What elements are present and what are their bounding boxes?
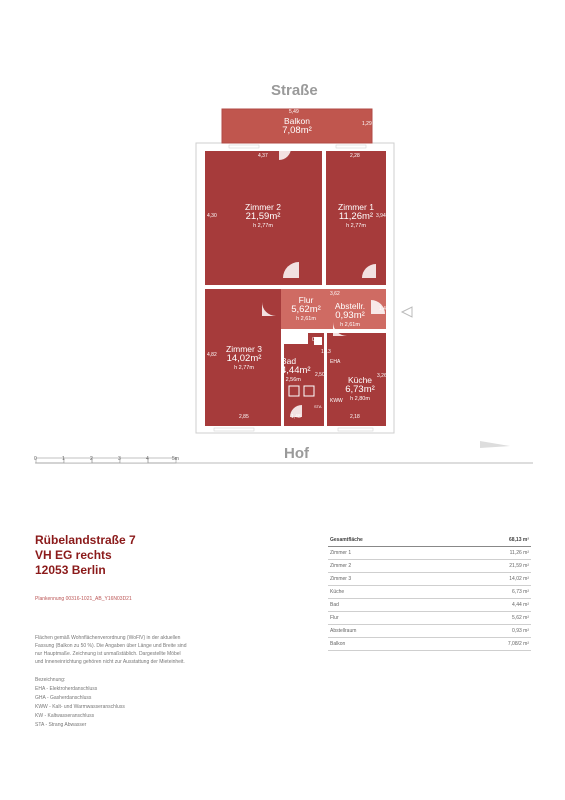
dim-bad-side: 2,50	[315, 372, 325, 378]
dim-bad-width: 1,48	[291, 414, 301, 420]
row-value: 14,02 m²	[449, 573, 531, 586]
scale-label-2: 2	[90, 456, 93, 462]
scale-seg-2	[64, 458, 92, 463]
scale-label-4: 4	[146, 456, 149, 462]
dim-z1-width: 2,28	[350, 153, 360, 159]
table-row	[328, 625, 531, 638]
address-line1: Rübelandstraße 7	[35, 533, 136, 547]
label-kww: KWW	[330, 398, 343, 404]
dim-z2-width: 4,37	[258, 153, 268, 159]
dim-z2-height: 4,30	[207, 213, 217, 219]
dim-z3-height: 4,82	[207, 352, 217, 358]
room-abstell: Abstellr. 0,93m² h 2,61m	[334, 301, 366, 328]
room-zimmer2: Zimmer 2 21,59m² h 2,77m	[245, 202, 281, 229]
dim-balkon-width: 5,49	[289, 109, 299, 115]
room-kueche: Küche 6,73m² h 2,80m	[345, 375, 375, 402]
room-zimmer1: Zimmer 1 11,26m² h 2,77m	[338, 202, 374, 229]
total-label: Gesamtfläche	[328, 534, 449, 547]
total-value: 68,13 m²	[449, 534, 531, 547]
dim-abstell-depth: 1,47	[379, 306, 389, 312]
row-value: 11,26 m²	[449, 547, 531, 560]
scale-label-1: 1	[62, 456, 65, 462]
note-line-4: und Inneneinrichtung gehören nicht zur Ausstattung der Mieteinheit.	[35, 659, 185, 665]
row-value: 7,08/2 m²	[449, 638, 531, 651]
area-table	[328, 534, 531, 651]
dim-kueche-width: 2,18	[350, 414, 360, 420]
row-label: Küche	[328, 586, 449, 599]
room-balkon: Balkon 7,08m²	[282, 116, 312, 137]
dim-z3-width: 2,85	[239, 414, 249, 420]
address-line3: 12053 Berlin	[35, 563, 106, 577]
room-flur: Flur 5,62m² h 2,61m	[291, 295, 321, 322]
row-value: 6,73 m²	[449, 586, 531, 599]
marker-arrow	[402, 307, 412, 317]
dim-bad-small2: 1,13	[321, 349, 331, 355]
row-label: Balkon	[328, 638, 449, 651]
dim-flur-width: 3,62	[330, 291, 340, 297]
note-line-3: nur Hauptmaße. Zeichnung ist unmaßstäblich. Dargestellte Möbel	[35, 651, 181, 657]
row-label: Abstellraum	[328, 625, 449, 638]
street-label-bottom: Hof	[284, 445, 309, 462]
room-bad: Bad 4,44m² h 2,56m	[281, 356, 311, 383]
table-row	[328, 573, 531, 586]
row-label: Zimmer 3	[328, 573, 449, 586]
note-line-1: Flächen gemäß Wohnflächenverordnung (WoFlV) in der aktuellen	[35, 635, 181, 641]
row-value: 4,44 m²	[449, 599, 531, 612]
scale-seg-1	[36, 458, 64, 463]
plan-id: Plankennung 00316-1021_AB_Y16N03D21	[35, 596, 132, 602]
table-row-total	[328, 534, 531, 547]
legend-item-kww: KWW - Kalt- und Warmwasseranschluss	[35, 704, 125, 710]
dim-balkon-depth: 1,29	[362, 121, 372, 127]
address-line2: VH EG rechts	[35, 548, 112, 562]
scale-seg-3	[92, 458, 120, 463]
dim-bad-small1: 0,82	[312, 337, 322, 343]
label-eha: EHA	[330, 359, 341, 365]
row-value: 21,59 m²	[449, 560, 531, 573]
table-row	[328, 560, 531, 573]
corner-marker	[480, 441, 510, 448]
scale-seg-4	[120, 458, 148, 463]
table-row	[328, 586, 531, 599]
scale-label-0: 0	[34, 456, 37, 462]
legend-item-eha: EHA - Elektroherdanschluss	[35, 686, 98, 692]
row-label: Zimmer 1	[328, 547, 449, 560]
label-sta: STA	[314, 404, 322, 409]
row-value: 5,62 m²	[449, 612, 531, 625]
row-value: 0,93 m²	[449, 625, 531, 638]
table-row	[328, 612, 531, 625]
legend-item-kw: KW - Kaltwasseranschluss	[35, 713, 95, 719]
row-label: Zimmer 2	[328, 560, 449, 573]
legend-item-sta: STA - Strang Abwasser	[35, 722, 87, 728]
street-label-top: Straße	[271, 82, 318, 99]
scale-label-5: 5m	[172, 456, 179, 462]
dim-z1-height: 3,94	[376, 213, 386, 219]
room-zimmer3: Zimmer 3 14,02m² h 2,77m	[226, 344, 262, 371]
table-row	[328, 599, 531, 612]
dim-kueche-height: 3,26	[377, 373, 387, 379]
note-line-2: Fassung (Balkon zu 50 %). Die Angaben über Länge und Breite sind	[35, 643, 187, 649]
table-row	[328, 638, 531, 651]
legend-title: Bezeichnung:	[35, 677, 66, 683]
row-label: Flur	[328, 612, 449, 625]
legend-item-gha: GHA - Gasherdanschluss	[35, 695, 92, 701]
scale-label-3: 3	[118, 456, 121, 462]
table-row	[328, 547, 531, 560]
row-label: Bad	[328, 599, 449, 612]
